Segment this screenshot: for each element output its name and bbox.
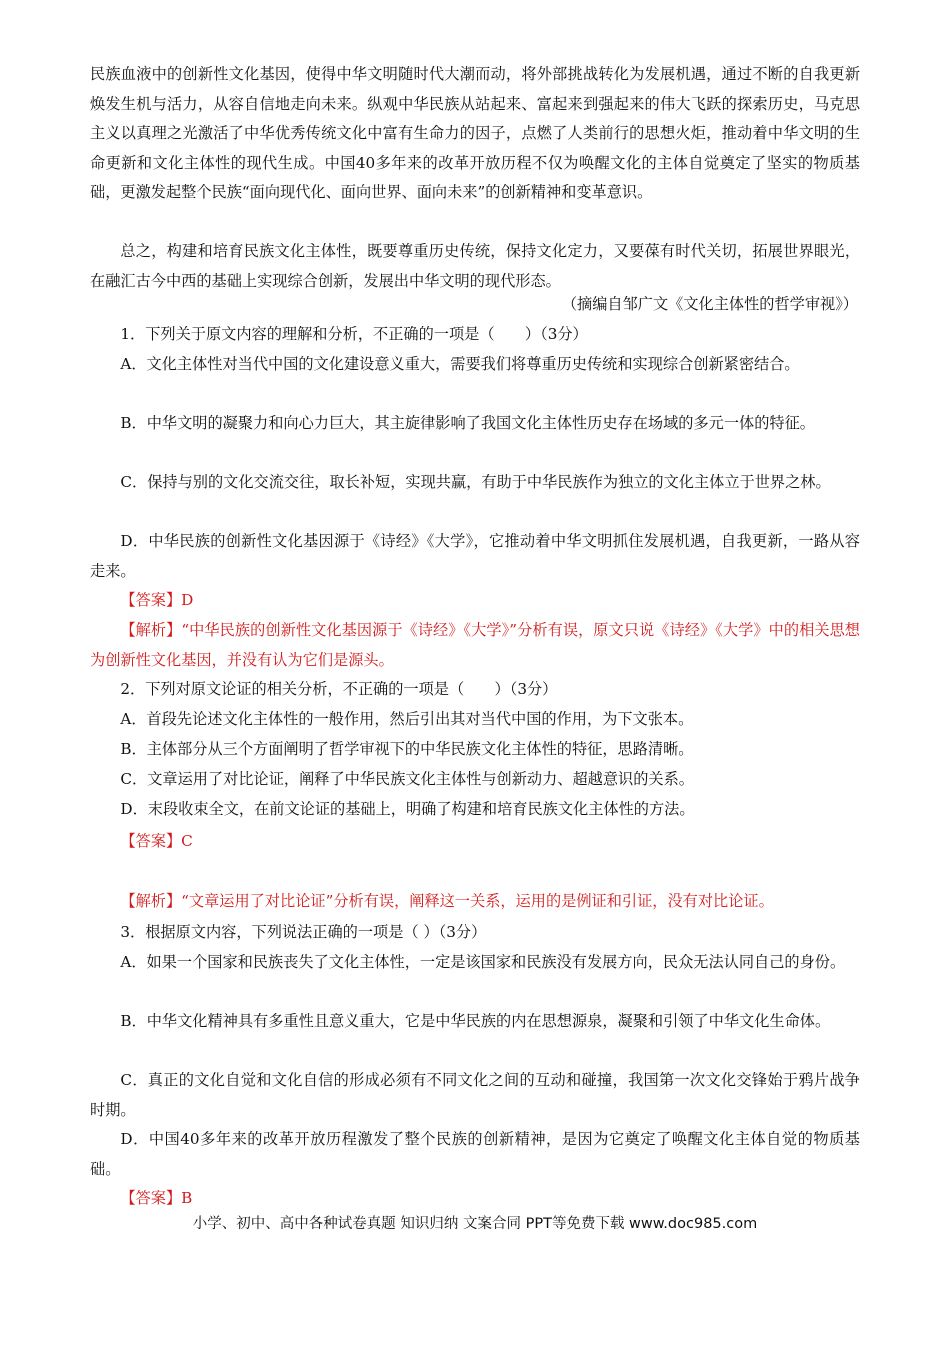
question-3-option-c: C．真正的文化自觉和文化自信的形成必须有不同文化之间的互动和碰撞，我国第一次文化交锋始于鸦片战争时期。 xyxy=(90,1071,860,1119)
answer-value: B xyxy=(181,1189,193,1207)
question-1-answer xyxy=(90,586,860,616)
answer-label: 【答案】 xyxy=(120,591,182,609)
question-1-option-a: A．文化主体性对当代中国的文化建设意义重大，需要我们将尊重历史传统和实现综合创新紧密结合。 xyxy=(120,355,800,373)
passage-paragraph-1: 民族血液中的创新性文化基因，使得中华文明随时代大潮而动，将外部挑战转化为发展机遇，通过不断的自我更新焕发生机与活力，从容自信地走向未来。纵观中华民族从站起来、富起来到强起来的伟大飞跃的探索历史，马克思主义以真理之光激活了中华优秀传统文化中富有生命力的因子，点燃了人类前行的思想火炬，推动着中华文明的生命更新和文化主体性的现代生成。中国40多年来的改革开放历程不仅为唤醒文化的主体自觉奠定了坚实的物质基础，更激发起整个民族“面向现代化、面向世界、面向未来”的创新精神和变革意识。 xyxy=(90,65,860,202)
question-1-stem: 1．下列关于原文内容的理解和分析，不正确的一项是（ ）（3分） xyxy=(120,325,588,343)
analysis-label: 【解析】 xyxy=(120,892,182,910)
question-1-option-d: D．中华民族的创新性文化基因源于《诗经》《大学》，它推动着中华文明抓住发展机遇，自我更新，一路从容走来。 xyxy=(90,532,860,580)
question-3-stem: 3．根据原文内容，下列说法正确的一项是（ ）（3分） xyxy=(120,923,487,941)
question-2-analysis xyxy=(90,887,860,917)
answer-value: C xyxy=(181,832,193,850)
question-2-option-a: A．首段先论述文化主体性的一般作用，然后引出其对当代中国的作用，为下文张本。 xyxy=(120,710,694,728)
question-2-answer xyxy=(90,827,860,857)
question-2-stem: 2．下列对原文论证的相关分析，不正确的一项是（ ）（3分） xyxy=(120,680,558,698)
passage-source: （摘编自邹广文《文化主体性的哲学审视》） xyxy=(561,295,858,313)
analysis-label: 【解析】 xyxy=(120,621,182,639)
question-1-analysis xyxy=(90,616,860,675)
page-footer: 小学、初中、高中各种试卷真题 知识归纳 文案合同 PPT等免费下载 www.doc985.com xyxy=(192,1216,758,1232)
question-3-option-d: D．中国40多年来的改革开放历程激发了整个民族的创新精神，是因为它奠定了唤醒文化主体自觉的物质基础。 xyxy=(90,1130,860,1178)
answer-value: D xyxy=(181,591,194,609)
question-1-option-c: C．保持与别的文化交流交往，取长补短，实现共赢，有助于中华民族作为独立的文化主体立于世界之林。 xyxy=(120,473,831,491)
analysis-text: “文章运用了对比论证”分析有误，阐释这一关系，运用的是例证和引证，没有对比论证。 xyxy=(181,892,774,910)
question-3-answer xyxy=(90,1184,860,1214)
question-2-option-b: B．主体部分从三个方面阐明了哲学审视下的中华民族文化主体性的特征，思路清晰。 xyxy=(120,740,694,758)
answer-label: 【答案】 xyxy=(120,1189,182,1207)
question-2-option-d: D．末段收束全文，在前文论证的基础上，明确了构建和培育民族文化主体性的方法。 xyxy=(120,800,695,818)
answer-label: 【答案】 xyxy=(120,832,182,850)
analysis-text: “中华民族的创新性文化基因源于《诗经》《大学》”分析有误，原文只说《诗经》《大学》中的相关思想为创新性文化基因，并没有认为它们是源头。 xyxy=(90,621,860,669)
question-3-option-a: A．如果一个国家和民族丧失了文化主体性，一定是该国家和民族没有发展方向，民众无法认同自己的身份。 xyxy=(120,953,846,971)
question-3-option-b: B．中华文化精神具有多重性且意义重大，它是中华民族的内在思想源泉，凝聚和引领了中华文化生命体。 xyxy=(120,1012,831,1030)
question-1-option-b: B．中华文明的凝聚力和向心力巨大，其主旋律影响了我国文化主体性历史存在场域的多元一体的特征。 xyxy=(120,414,815,432)
passage-paragraph-2: 总之，构建和培育民族文化主体性，既要尊重历史传统，保持文化定力，又要葆有时代关切，拓展世界眼光，在融汇古今中西的基础上实现综合创新，发展出中华文明的现代形态。 xyxy=(90,242,860,290)
question-2-option-c: C．文章运用了对比论证，阐释了中华民族文化主体性与创新动力、超越意识的关系。 xyxy=(120,770,694,788)
